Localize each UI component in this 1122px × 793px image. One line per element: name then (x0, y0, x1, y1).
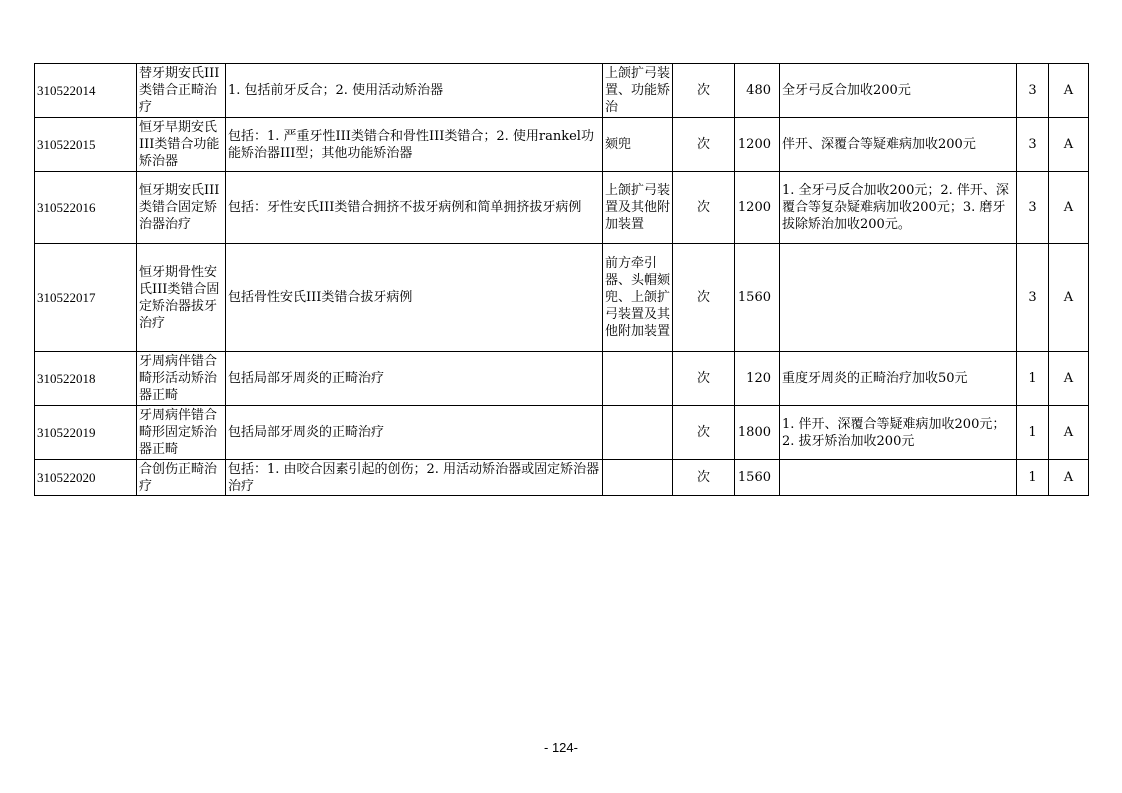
excluded-items-cell: 上颌扩弓装置及其他附加装置 (603, 172, 673, 244)
unit-cell: 次 (673, 460, 735, 496)
table-body (35, 64, 1089, 496)
table-row (35, 244, 1089, 352)
category-cell: 1 (1017, 406, 1049, 460)
item-name-cell: 牙周病伴错合畸形活动矫治器正畸 (137, 352, 226, 406)
price-cell: 1200 (735, 172, 780, 244)
price-cell: 120 (735, 352, 780, 406)
price-cell: 1560 (735, 460, 780, 496)
category-cell: 1 (1017, 460, 1049, 496)
level-cell: A (1049, 406, 1089, 460)
note-cell (780, 460, 1017, 496)
excluded-items-cell (603, 406, 673, 460)
excluded-items-cell (603, 352, 673, 406)
fee-table (34, 63, 1089, 496)
item-name-cell: 恒牙期安氏III类错合固定矫治器治疗 (137, 172, 226, 244)
category-cell: 3 (1017, 118, 1049, 172)
level-cell: A (1049, 460, 1089, 496)
unit-cell: 次 (673, 64, 735, 118)
item-code-cell: 310522018 (35, 352, 137, 406)
item-name-cell: 恒牙期骨性安氏III类错合固定矫治器拔牙治疗 (137, 244, 226, 352)
price-cell: 480 (735, 64, 780, 118)
category-cell: 3 (1017, 172, 1049, 244)
item-content-cell: 包括：1. 由咬合因素引起的创伤；2. 用活动矫治器或固定矫治器治疗 (226, 460, 603, 496)
item-code-cell: 310522016 (35, 172, 137, 244)
note-cell: 1. 全牙弓反合加收200元；2. 伴开、深覆合等复杂疑难病加收200元；3. 磨牙拔除矫治加收200元。 (780, 172, 1017, 244)
table-row (35, 172, 1089, 244)
unit-cell: 次 (673, 406, 735, 460)
category-cell: 1 (1017, 352, 1049, 406)
unit-cell: 次 (673, 172, 735, 244)
item-content-cell: 包括：1. 严重牙性III类错合和骨性III类错合；2. 使用rankel功能矫治器III型；其他功能矫治器 (226, 118, 603, 172)
excluded-items-cell (603, 460, 673, 496)
category-cell: 3 (1017, 64, 1049, 118)
item-content-cell: 1. 包括前牙反合；2. 使用活动矫治器 (226, 64, 603, 118)
unit-cell: 次 (673, 244, 735, 352)
table-row (35, 64, 1089, 118)
note-cell: 重度牙周炎的正畸治疗加收50元 (780, 352, 1017, 406)
price-cell: 1200 (735, 118, 780, 172)
price-cell: 1800 (735, 406, 780, 460)
level-cell: A (1049, 118, 1089, 172)
price-cell: 1560 (735, 244, 780, 352)
item-name-cell: 替牙期安氏III类错合正畸治疗 (137, 64, 226, 118)
item-name-cell: 牙周病伴错合畸形固定矫治器正畸 (137, 406, 226, 460)
category-cell: 3 (1017, 244, 1049, 352)
unit-cell: 次 (673, 352, 735, 406)
level-cell: A (1049, 172, 1089, 244)
table-row (35, 406, 1089, 460)
excluded-items-cell: 上颌扩弓装置、功能矫治 (603, 64, 673, 118)
item-name-cell: 恒牙早期安氏III类错合功能矫治器 (137, 118, 226, 172)
note-cell (780, 244, 1017, 352)
page-number: - 124- (544, 740, 578, 755)
item-code-cell: 310522019 (35, 406, 137, 460)
item-name-cell: 合创伤正畸治疗 (137, 460, 226, 496)
item-content-cell: 包括局部牙周炎的正畸治疗 (226, 406, 603, 460)
item-content-cell: 包括：牙性安氏III类错合拥挤不拔牙病例和简单拥挤拔牙病例 (226, 172, 603, 244)
item-code-cell: 310522020 (35, 460, 137, 496)
item-code-cell: 310522014 (35, 64, 137, 118)
item-content-cell: 包括局部牙周炎的正畸治疗 (226, 352, 603, 406)
table-row (35, 118, 1089, 172)
unit-cell: 次 (673, 118, 735, 172)
note-cell: 1. 伴开、深覆合等疑难病加收200元；2. 拔牙矫治加收200元 (780, 406, 1017, 460)
item-code-cell: 310522017 (35, 244, 137, 352)
note-cell: 伴开、深覆合等疑难病加收200元 (780, 118, 1017, 172)
item-code-cell: 310522015 (35, 118, 137, 172)
level-cell: A (1049, 352, 1089, 406)
note-cell: 全牙弓反合加收200元 (780, 64, 1017, 118)
table-row (35, 352, 1089, 406)
level-cell: A (1049, 244, 1089, 352)
item-content-cell: 包括骨性安氏III类错合拔牙病例 (226, 244, 603, 352)
level-cell: A (1049, 64, 1089, 118)
table-row (35, 460, 1089, 496)
excluded-items-cell: 前方牵引器、头帽颏兜、上颌扩弓装置及其他附加装置 (603, 244, 673, 352)
excluded-items-cell: 颏兜 (603, 118, 673, 172)
